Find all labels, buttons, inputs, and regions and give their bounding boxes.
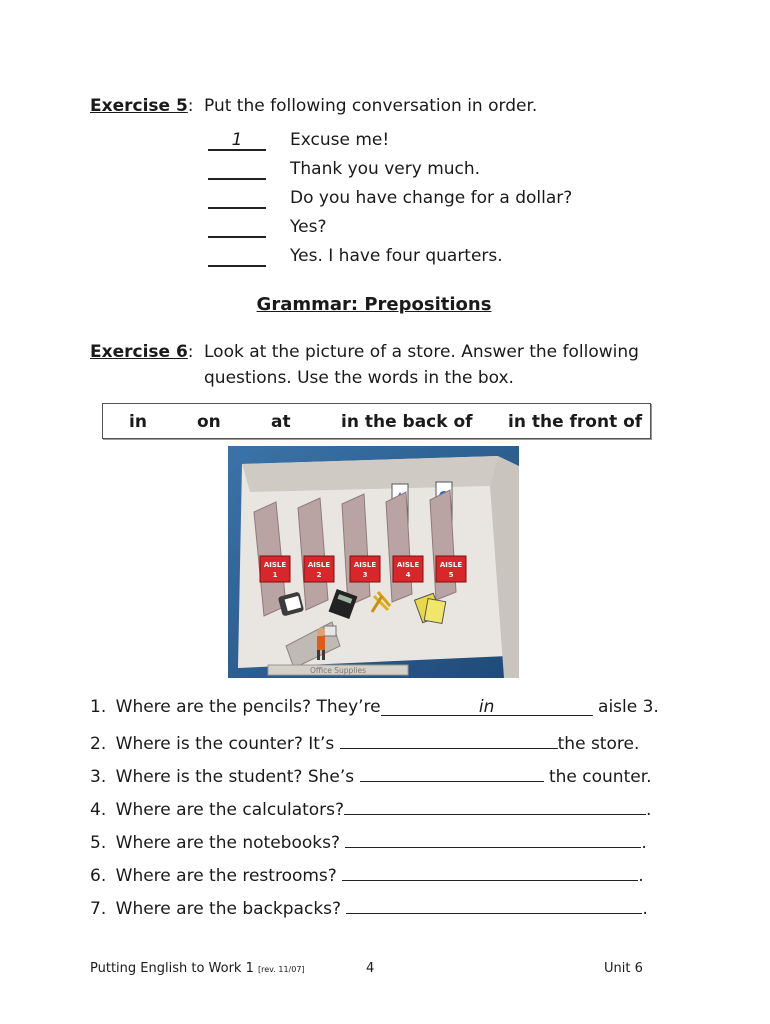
question-number: 3. xyxy=(90,767,107,787)
question-row xyxy=(90,862,644,886)
aisle-sign xyxy=(436,556,466,582)
answer-blank[interactable] xyxy=(342,862,638,881)
exercise6-colon: : xyxy=(187,342,194,362)
conversation-text: Yes. I have four quarters. xyxy=(290,246,503,266)
word-box-item: in xyxy=(129,412,147,432)
question-text: Where is the counter? It’s xyxy=(115,734,335,754)
answer-blank[interactable] xyxy=(345,829,641,848)
aisle-sign-word: AISLE xyxy=(396,561,420,569)
word-box-item: in the back of xyxy=(341,412,473,432)
exercise6-instruction-line2: questions. Use the words in the box. xyxy=(204,368,514,388)
exercise6-instruction-line1: Look at the picture of a store. Answer the following xyxy=(204,342,639,362)
aisle-sign-word: AISLE xyxy=(353,561,377,569)
question-number: 5. xyxy=(90,833,107,853)
question-row xyxy=(90,796,651,820)
aisle-sign xyxy=(304,556,334,582)
exercise6-label: Exercise 6 xyxy=(90,342,188,362)
question-ending: aisle 3. xyxy=(598,697,659,717)
question-row xyxy=(90,829,647,853)
question-row xyxy=(90,895,648,919)
grammar-title: Grammar: Prepositions xyxy=(256,294,492,315)
question-row xyxy=(90,763,652,787)
footer-unit: Unit 6 xyxy=(604,961,643,976)
conversation-text: Yes? xyxy=(290,217,327,237)
question-ending: the store. xyxy=(557,734,640,754)
question-ending: . xyxy=(642,899,648,919)
word-box-item: in the front of xyxy=(508,412,643,432)
question-text: Where are the pencils? They’re xyxy=(115,697,381,717)
exercise6-heading xyxy=(90,342,194,362)
aisle-sign-number: 1 xyxy=(272,571,278,579)
question-number: 7. xyxy=(90,899,107,919)
question-ending: . xyxy=(646,800,652,820)
question-number: 4. xyxy=(90,800,107,820)
aisle-sign xyxy=(260,556,290,582)
aisle-sign-number: 2 xyxy=(316,571,322,579)
question-ending: . xyxy=(641,833,647,853)
footer-title-block xyxy=(90,961,305,976)
answer-blank[interactable] xyxy=(340,730,558,749)
footer-revision: [rev. 11/07] xyxy=(258,965,305,974)
question-row xyxy=(90,730,639,754)
question-ending: the counter. xyxy=(548,767,652,787)
question-text: Where are the notebooks? xyxy=(115,833,340,853)
conversation-text: Do you have change for a dollar? xyxy=(290,188,573,208)
footer-title: Putting English to Work 1 xyxy=(90,961,254,976)
aisle-sign-word: AISLE xyxy=(439,561,463,569)
aisle-sign-number: 3 xyxy=(362,571,368,579)
answer-blank[interactable]: in xyxy=(381,697,593,716)
question-text: Where are the calculators? xyxy=(115,800,345,820)
exercise5-label: Exercise 5 xyxy=(90,96,188,116)
cash-register xyxy=(324,626,336,636)
aisle-sign-number: 4 xyxy=(405,571,411,579)
question-text: Where are the restrooms? xyxy=(115,866,337,886)
word-box-item: at xyxy=(271,412,291,432)
order-blank[interactable] xyxy=(208,217,266,238)
aisle-sign xyxy=(393,556,423,582)
order-blank[interactable] xyxy=(208,188,266,209)
answer-blank[interactable] xyxy=(344,796,646,815)
aisle-sign-number: 5 xyxy=(448,571,454,579)
question-number: 6. xyxy=(90,866,107,886)
question-row xyxy=(90,697,659,721)
word-box xyxy=(102,403,651,439)
aisle-sign xyxy=(350,556,380,582)
exercise5-heading xyxy=(90,96,194,116)
order-blank[interactable]: 1 xyxy=(208,130,266,151)
answer-blank[interactable] xyxy=(346,895,642,914)
word-box-item: on xyxy=(197,412,221,432)
store-front-sign-text: Office Supplies xyxy=(309,666,367,675)
aisle-sign-word: AISLE xyxy=(263,561,287,569)
exercise5-colon: : xyxy=(187,96,194,116)
conversation-text: Excuse me! xyxy=(290,130,390,150)
order-blank[interactable] xyxy=(208,246,266,267)
footer-page-number: 4 xyxy=(366,961,375,976)
question-number: 2. xyxy=(90,734,107,754)
question-ending: . xyxy=(638,866,644,886)
conversation-text: Thank you very much. xyxy=(290,159,481,179)
question-text: Where is the student? She’s xyxy=(115,767,355,787)
question-text: Where are the backpacks? xyxy=(115,899,342,919)
answer-blank[interactable] xyxy=(360,763,544,782)
question-number: 1. xyxy=(90,697,107,717)
store-illustration xyxy=(228,446,519,678)
store-picture xyxy=(228,446,519,678)
aisle-sign-word: AISLE xyxy=(307,561,331,569)
exercise5-instruction: Put the following conversation in order. xyxy=(204,96,538,116)
order-blank[interactable] xyxy=(208,159,266,180)
